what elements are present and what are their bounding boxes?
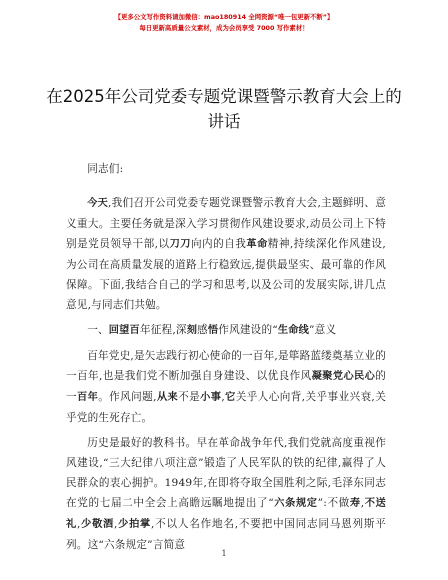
text-run: 一、 [87,324,109,336]
promo-banner-line-2: 每日更新高质量公文素材，成为会员享受 7000 写作素材！ [139,24,309,32]
text-run: 的一 [66,370,387,403]
paragraph-list [66,193,386,555]
text-run: , [114,518,118,530]
bold-text-run: 从来 [156,392,179,403]
bold-text-run: 六条规定 [273,498,318,509]
paragraph [66,320,386,341]
text-run: 百年党史,是矢志践行初心使命的一百年,是筚路蓝缕奠基立业的一百年,也是我们党不断加强自身建设、以优良作风 [66,350,386,382]
text-run: 历史是最好的教科书。早在革命战争年代,我们党就高度重视作风建设,“三大纪律八项注意”锻造了人民军队的铁的纪律,赢得了人民群众的衷心拥护。1949年,在即将夺取全国胜利之际,毛泽东同志在党的七届二中全会上高瞻远瞩地提出了“ [66,437,386,509]
page-number: 1 [221,549,227,558]
bold-text-run: 刻 [186,325,198,336]
document-title: 在2025年公司党委专题党课暨警示教育大会上的讲话 [46,87,402,131]
text-run: ”意义 [309,324,337,336]
text-run: ”:不做 [317,497,350,509]
bold-text-run: 少敬酒 [80,519,114,530]
text-run: 感 [197,324,208,336]
text-run: ,不以人名作地名,不要把中国同志同马恩列斯平列。这“六条规定”言简意 [66,518,387,551]
bold-text-run: 悟 [207,325,219,336]
paragraph [66,433,386,555]
paragraph [66,346,386,428]
text-run: ,我们召开公司党委专题党课暨警示教育大会,主题鲜明、意义重大。主要任务就是深入学习贯彻作风建设要求,动员公司上下特别是党员领导干部,以 [66,197,386,250]
document-body [66,159,386,555]
bold-text-run: 回望百 [108,325,140,336]
text-run: 向内的自我 [190,238,247,250]
text-run: 不是 [178,391,201,403]
bold-text-run: 革命 [246,239,268,250]
bold-text-run: 今天 [87,198,109,209]
bold-text-run: 百年 [77,392,99,403]
paragraph [66,193,386,315]
bold-text-run: 刀刀 [169,239,191,250]
bold-text-run: 寿 [349,498,361,509]
bold-text-run: 它 [224,392,236,403]
text-run: , [360,497,365,509]
text-run: , [76,518,81,530]
text-run: 精神,持续深化作风建设,为公司在高质量发展的道路上行稳致远,提供最坚实、最可靠的作风保障。下面,我结合自己的学习和思考,以及公司的发展实际,讲几点意见,与同志们共勉。 [66,238,387,311]
text-run: 。作风问题, [98,391,157,403]
text-run: 作风建设的“ [218,324,278,336]
text-run: 年征程,深 [139,324,187,336]
bold-text-run: 凝聚党心民心 [311,371,376,382]
bold-text-run: 生命线 [277,325,310,336]
greeting: 同志们: [87,163,124,175]
text-run: , [221,391,225,403]
text-run: 关乎人心向背,关乎事业兴衰,关乎党的生死存亡。 [66,391,386,424]
bold-text-run: 少拍掌 [117,519,152,530]
promo-banner-line-1: 【更多公文写作资料请加微信：mao180914 全网资源“唯一包更新不断”】 [114,13,334,21]
bold-text-run: 小事 [200,392,222,403]
bold-text-run: 不送礼 [66,498,387,530]
